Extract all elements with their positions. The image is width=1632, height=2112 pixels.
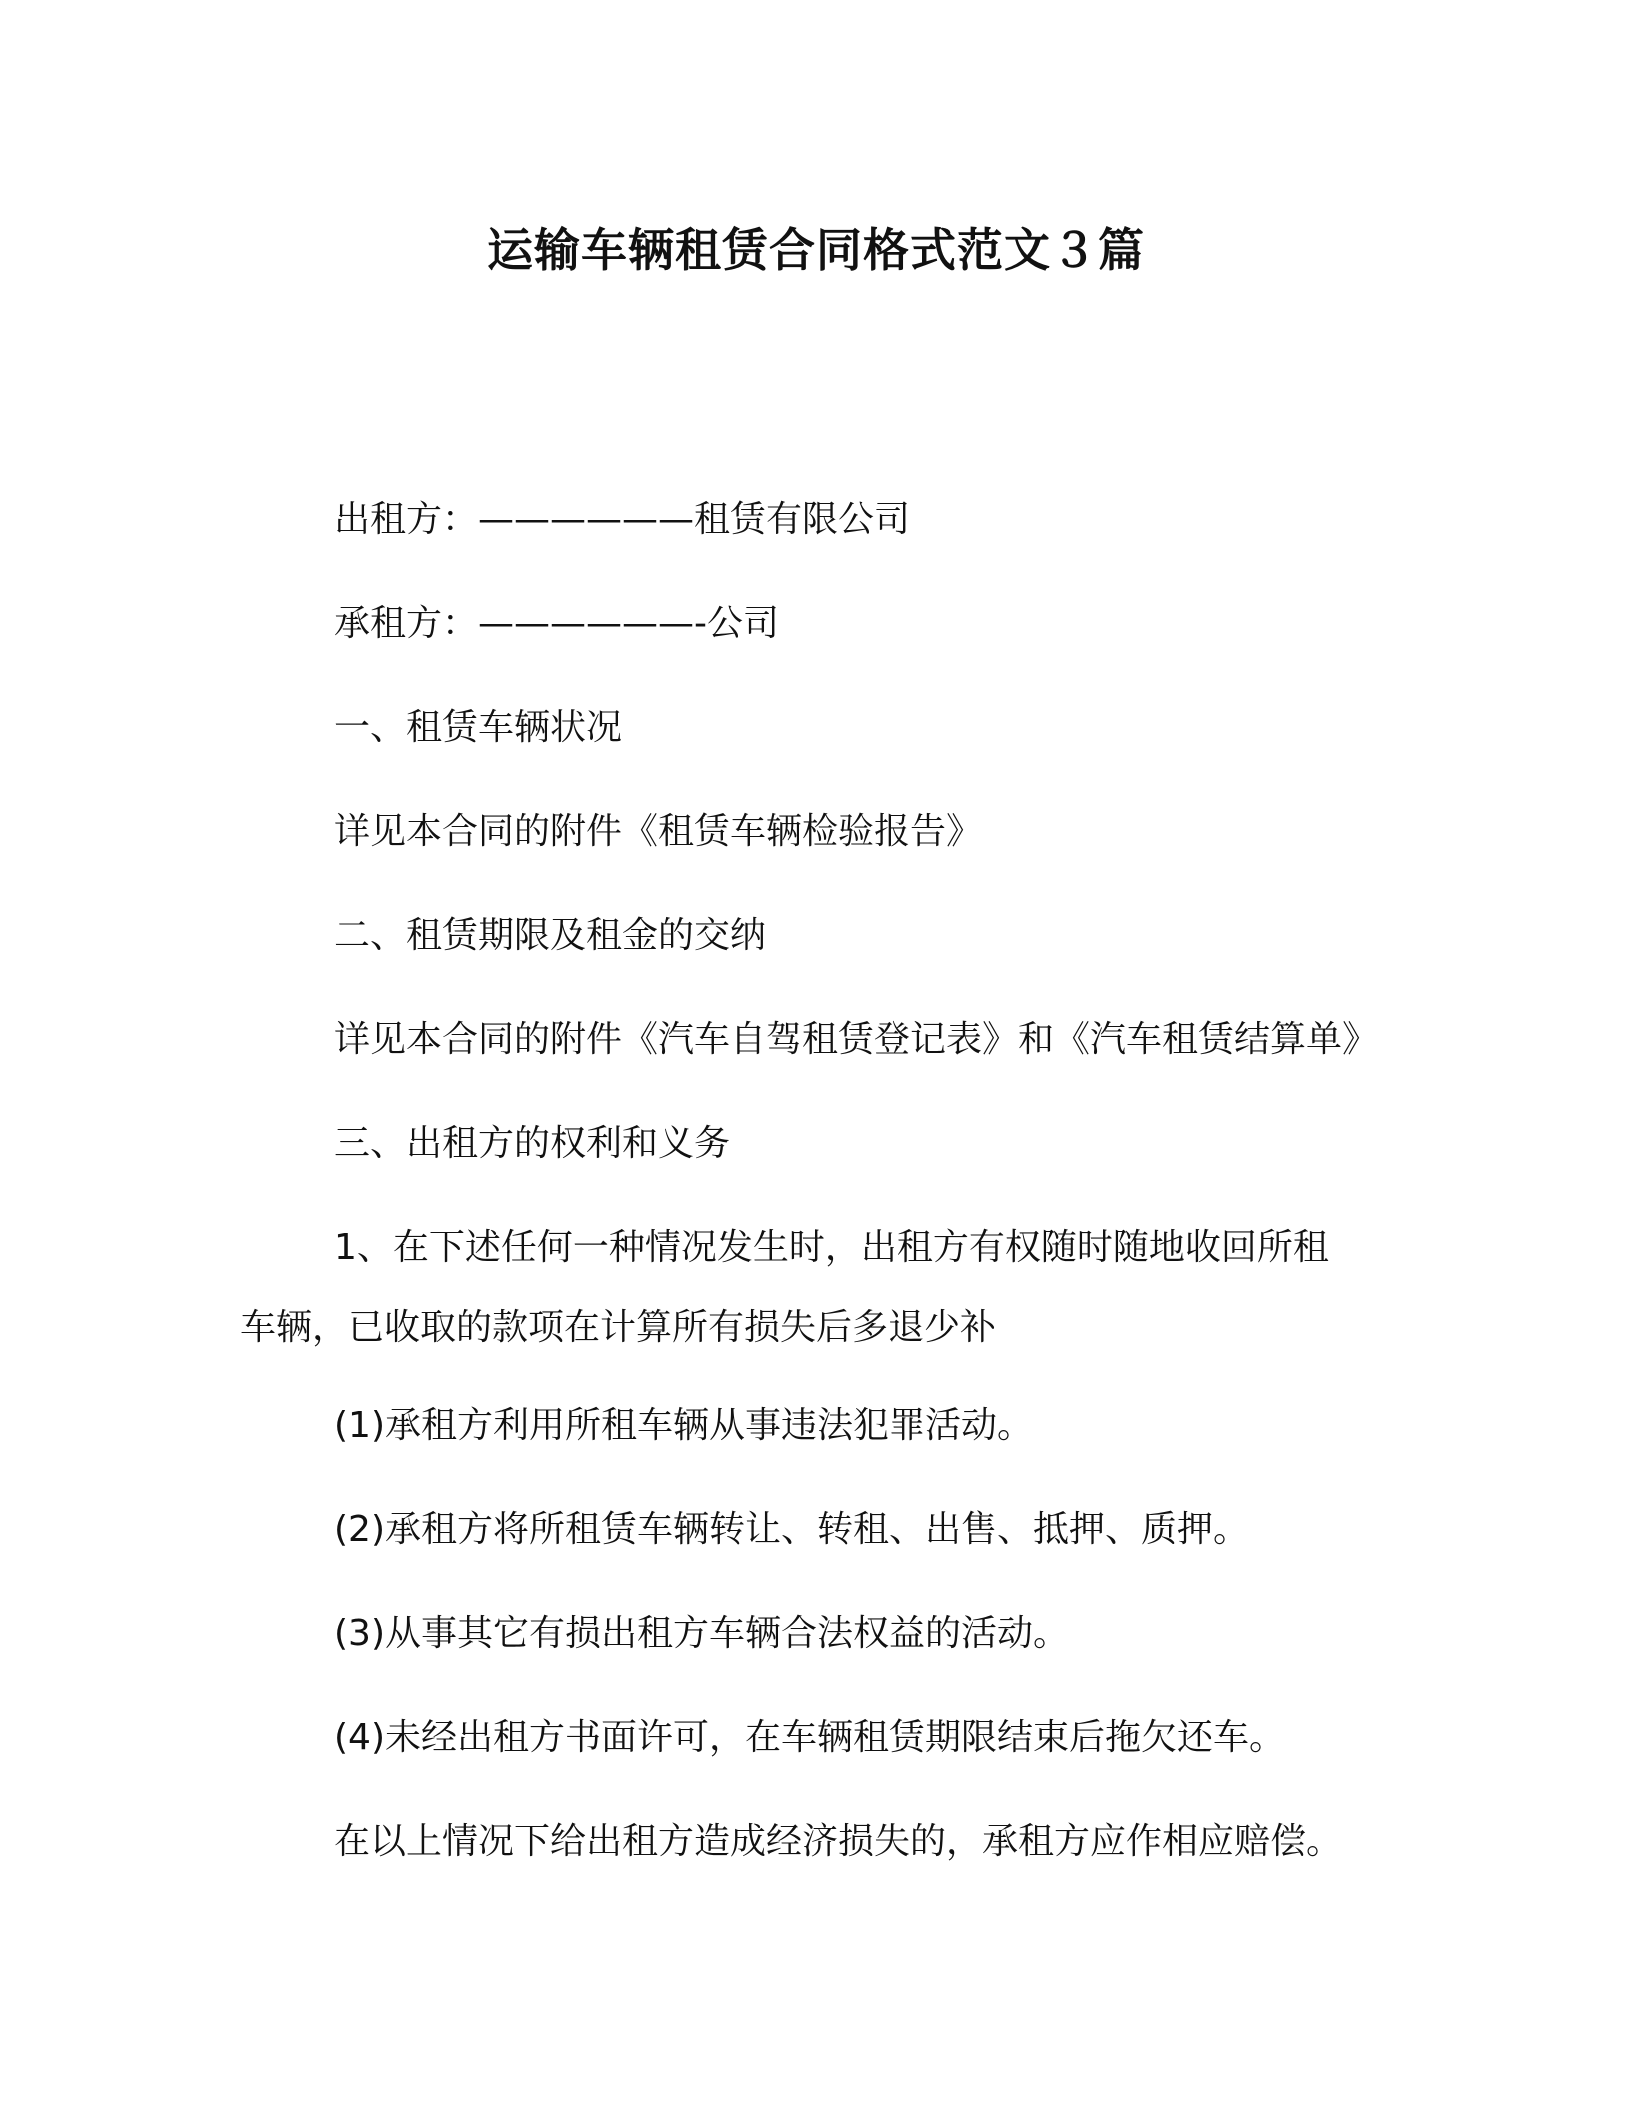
- clause-item-2: (2)承租方将所租赁车辆转让、转租、出售、抵押、质押。: [334, 1509, 1249, 1550]
- lessee-line: 承租方：——————-公司: [334, 603, 779, 644]
- clause-item-3: (3)从事其它有损出租方车辆合法权益的活动。: [334, 1613, 1069, 1654]
- clause-item-4: (4)未经出租方书面许可，在车辆租赁期限结束后拖欠还车。: [334, 1717, 1285, 1758]
- lessor-line: 出租方：——————租赁有限公司: [334, 499, 911, 540]
- closing-paragraph: 在以上情况下给出租方造成经济损失的，承租方应作相应赔偿。: [334, 1821, 1343, 1862]
- document-title: 运输车辆租赁合同格式范文３篇: [487, 223, 1145, 277]
- clause-item-1: (1)承租方利用所租车辆从事违法犯罪活动。: [334, 1405, 1033, 1446]
- section-heading-2: 二、租赁期限及租金的交纳: [334, 915, 767, 956]
- clause-1-line-2: 车辆，已收取的款项在计算所有损失后多退少补: [240, 1307, 997, 1348]
- section-text-2: 详见本合同的附件《汽车自驾租赁登记表》和《汽车租赁结算单》: [334, 1019, 1379, 1060]
- section-text-1: 详见本合同的附件《租赁车辆检验报告》: [334, 811, 983, 852]
- section-heading-1: 一、租赁车辆状况: [334, 707, 623, 748]
- clause-1-line-1: 1、在下述任何一种情况发生时，出租方有权随时随地收回所租: [334, 1227, 1329, 1268]
- section-heading-3: 三、出租方的权利和义务: [334, 1123, 731, 1164]
- clause-1-paragraph: [240, 1208, 1400, 1368]
